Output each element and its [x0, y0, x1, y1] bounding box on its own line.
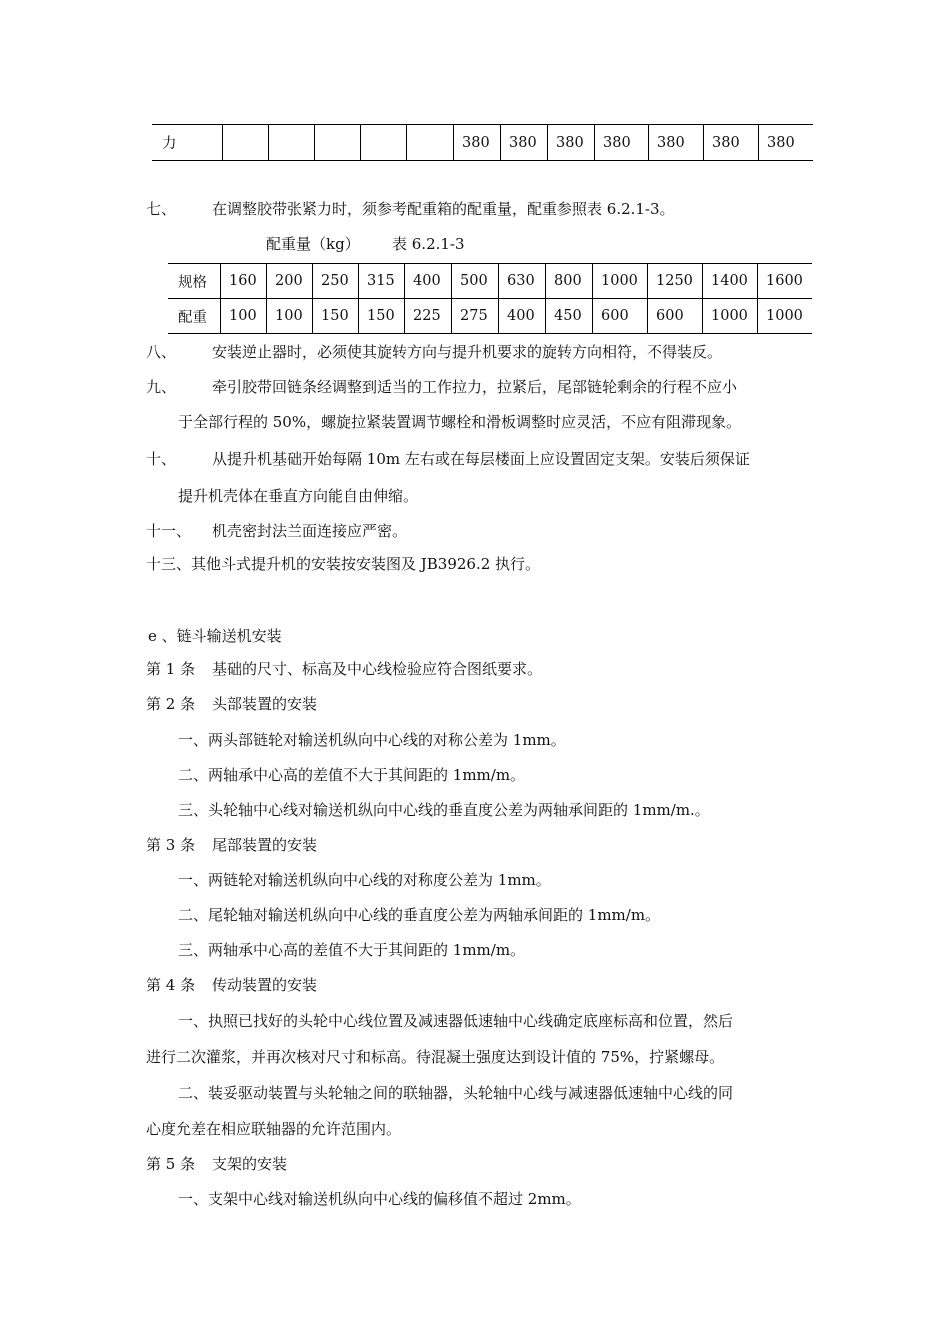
table-cell: 380	[548, 125, 595, 161]
table-cell: 400	[499, 299, 546, 334]
list-item: 一、支架中心线对输送机纵向中心线的偏移值不超过 2mm。	[178, 1190, 581, 1208]
para-11-text: 机壳密封法兰面连接应严密。	[212, 522, 408, 540]
para-9-number: 九、	[146, 378, 177, 396]
article-4-number: 第 4 条	[146, 976, 196, 994]
table-cell: 150	[313, 299, 359, 334]
table-cell: 275	[452, 299, 499, 334]
table-cell: 100	[221, 299, 267, 334]
table-cell: 380	[649, 125, 704, 161]
table-cell: 200	[267, 264, 313, 299]
table-cell: 1000	[593, 264, 648, 299]
para-number: 七、	[146, 200, 177, 218]
table-cell: 400	[405, 264, 452, 299]
para-7-text: 在调整胶带张紧力时，须参考配重箱的配重量，配重参照表 6.2.1-3。	[212, 200, 675, 218]
article-2-number: 第 2 条	[146, 695, 196, 713]
list-item: 二、尾轮轴对输送机纵向中心线的垂直度公差为两轴承间距的 1mm/m。	[178, 906, 661, 924]
row-header: 配重	[168, 299, 221, 334]
table-row	[152, 125, 813, 161]
para-9-text: 牵引胶带回链条经调整到适当的工作拉力，拉紧后，尾部链轮剩余的行程不应小	[212, 378, 738, 396]
para-9-cont: 于全部行程的 50%，螺旋拉紧装置调节螺栓和滑板调整时应灵活，不应有阻滞现象。	[178, 413, 742, 431]
article-1-text: 基础的尺寸、标高及中心线检验应符合图纸要求。	[212, 660, 543, 678]
para-8-text: 安装逆止器时，必须使其旋转方向与提升机要求的旋转方向相符，不得装反。	[212, 343, 723, 361]
article-1-number: 第 1 条	[146, 660, 196, 678]
list-item: 三、头轮轴中心线对输送机纵向中心线的垂直度公差为两轴承间距的 1mm/m.。	[178, 801, 710, 819]
list-item: 二、装妥驱动装置与头轮轴之间的联轴器，头轮轴中心线与减速器低速轴中心线的同	[178, 1084, 734, 1102]
table-cell: 450	[546, 299, 593, 334]
table-cell: 150	[359, 299, 405, 334]
table-cell: 力	[152, 125, 223, 161]
list-item: 三、两轴承中心高的差值不大于其间距的 1mm/m。	[178, 941, 526, 959]
article-5-title: 支架的安装	[212, 1155, 288, 1173]
table-cell: 1000	[758, 299, 813, 334]
table-cell	[315, 125, 361, 161]
table-cell: 315	[359, 264, 405, 299]
table-cell: 225	[405, 299, 452, 334]
row-header: 规格	[168, 264, 221, 299]
table-cell: 100	[267, 299, 313, 334]
table-cell: 800	[546, 264, 593, 299]
list-item-cont: 进行二次灌浆，并再次核对尺寸和标高。待混凝土强度达到设计值的 75%，拧紧螺母。	[146, 1048, 725, 1066]
list-item: 一、执照已找好的头轮中心线位置及减速器低速轴中心线确定底座标高和位置，然后	[178, 1012, 734, 1030]
table-cell: 250	[313, 264, 359, 299]
table-cell: 380	[454, 125, 501, 161]
table-cell	[223, 125, 269, 161]
top-table	[152, 124, 813, 161]
list-item-cont: 心度允差在相应联轴器的允许范围内。	[146, 1120, 402, 1138]
para-11-number: 十一、	[146, 522, 192, 540]
table-cell: 1600	[758, 264, 813, 299]
weight-table	[168, 263, 812, 334]
para-8-number: 八、	[146, 343, 177, 361]
table-cell: 1400	[703, 264, 758, 299]
table-cell: 380	[595, 125, 649, 161]
para-10-text: 从提升机基础开始每隔 10m 左右或在每层楼面上应设置固定支架。安装后须保证	[212, 450, 750, 468]
table-cell: 600	[593, 299, 648, 334]
table-row	[168, 264, 812, 299]
table-cell	[269, 125, 315, 161]
table-caption-label: 配重量（kg）	[266, 235, 360, 253]
table-row	[168, 299, 812, 334]
article-4-title: 传动装置的安装	[212, 976, 318, 994]
list-item: 一、两链轮对输送机纵向中心线的对称度公差为 1mm。	[178, 871, 551, 889]
table-cell: 630	[499, 264, 546, 299]
para-13: 十三、其他斗式提升机的安装按安装图及 JB3926.2 执行。	[146, 555, 541, 573]
list-item: 二、两轴承中心高的差值不大于其间距的 1mm/m。	[178, 766, 526, 784]
table-cell: 600	[648, 299, 703, 334]
table-cell: 1250	[648, 264, 703, 299]
table-cell: 380	[501, 125, 548, 161]
para-7	[146, 198, 176, 219]
article-5-number: 第 5 条	[146, 1155, 196, 1173]
list-item: 一、两头部链轮对输送机纵向中心线的对称公差为 1mm。	[178, 731, 566, 749]
table-cell: 380	[704, 125, 759, 161]
table-cell	[407, 125, 454, 161]
article-3-title: 尾部装置的安装	[212, 836, 318, 854]
table-cell: 1000	[703, 299, 758, 334]
article-2-title: 头部装置的安装	[212, 695, 318, 713]
table-cell: 160	[221, 264, 267, 299]
table-caption-number: 表 6.2.1-3	[392, 235, 465, 253]
para-10-cont: 提升机壳体在垂直方向能自由伸缩。	[178, 487, 419, 505]
table-cell: 500	[452, 264, 499, 299]
table-cell	[361, 125, 407, 161]
para-10-number: 十、	[146, 450, 177, 468]
section-heading: e 、链斗输送机安装	[148, 627, 282, 645]
article-3-number: 第 3 条	[146, 836, 196, 854]
table-cell: 380	[759, 125, 814, 161]
